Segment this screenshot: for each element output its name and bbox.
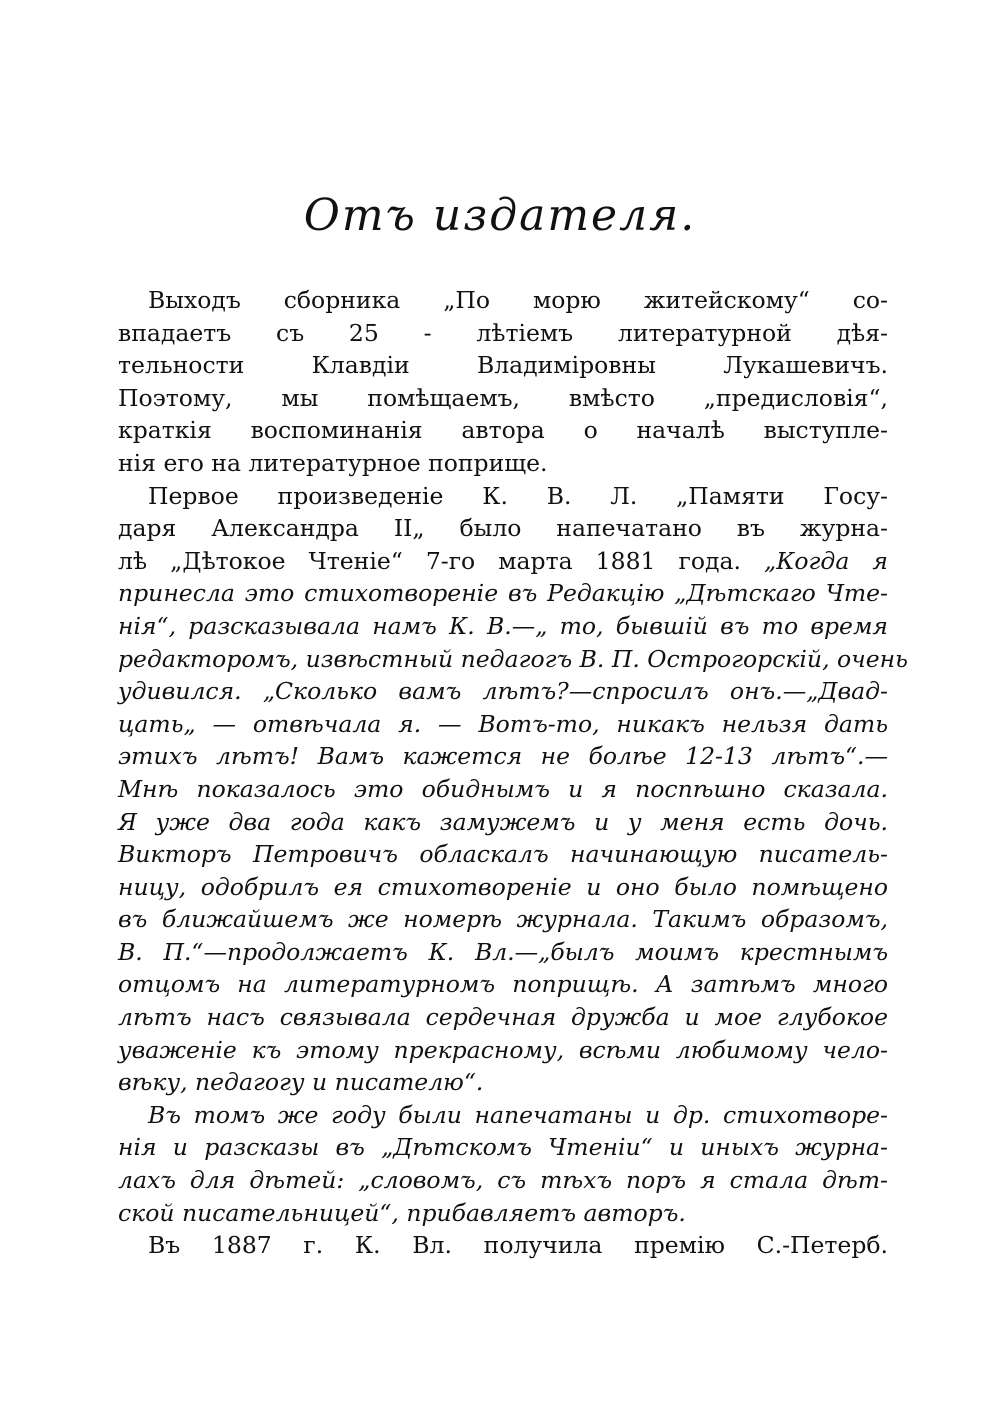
- quote-line: принесла это стихотвореніе въ Редакцію „Дѣтскаго Чте-: [118, 579, 888, 608]
- quote-line: нія и разсказы въ „Дѣтскомъ Чтеніи“ и иныхъ журна-: [118, 1133, 888, 1162]
- quote-line: редакторомъ, извѣстный педагогъ В. П. Острогорскій, очень: [118, 644, 908, 673]
- quote-span: „Когда я: [764, 546, 888, 575]
- text-line: впадаетъ съ 25 - лѣтіемъ литературной дѣя-: [118, 318, 888, 347]
- quote-line: Викторъ Петровичъ обласкалъ начинающую писатель-: [118, 840, 888, 869]
- quote-line: В. П.“—продолжаетъ К. Вл.—„былъ моимъ крестнымъ: [118, 937, 888, 966]
- quote-line: ской писательницей“, прибавляетъ авторъ.: [118, 1198, 686, 1227]
- quote-line: вѣку, педагогу и писателю“.: [118, 1068, 484, 1097]
- quote-line: нія“, разсказывала намъ К. В.—„ то, бывшій въ то время: [118, 611, 888, 640]
- quote-line: цать„ — отвѣчала я. — Вотъ-то, никакъ нельзя дать: [118, 709, 888, 738]
- text-line: Первое произведеніе К. В. Л. „Памяти Госу-: [148, 481, 888, 510]
- page-title: Отъ издателя.: [303, 190, 697, 241]
- quote-line: лахъ для дѣтей: „словомъ, съ тѣхъ поръ я стала дѣт-: [118, 1166, 888, 1195]
- text-line: [118, 545, 888, 578]
- text-line: Въ 1887 г. К. Вл. получила премію С.-Петерб.: [148, 1231, 888, 1260]
- quote-line: лѣтъ насъ связывала сердечная дружба и мое глубокое: [118, 1003, 888, 1032]
- quote-line: удивился. „Сколько вамъ лѣтъ?—спросилъ онъ.—„Двад-: [118, 677, 888, 706]
- text-span: лѣ „Дѣтокое Чтеніе“ 7-го марта 1881 года.: [118, 546, 741, 575]
- quote-line: въ ближайшемъ же номерѣ журнала. Такимъ образомъ,: [118, 905, 888, 934]
- text-line: Поэтому, мы помѣщаемъ, вмѣсто „предисловія“,: [118, 383, 888, 412]
- text-line: тельности Клавдіи Владиміровны Лукашевичъ.: [118, 351, 888, 380]
- text-line: даря Александра II„ было напечатано въ журна-: [118, 514, 888, 543]
- quote-line: Я уже два года какъ замужемъ и у меня есть дочь.: [118, 807, 888, 836]
- text-line: Выходъ сборника „По морю житейскому“ со-: [148, 286, 888, 314]
- text-line: нія его на литературное поприще.: [118, 448, 548, 477]
- quote-line: Въ томъ же году были напечатаны и др. стихотворе-: [148, 1100, 888, 1129]
- body-text: [118, 284, 908, 1262]
- text-line: краткія воспоминанія автора о началѣ выступле-: [118, 416, 888, 445]
- quote-line: уваженіе къ этому прекрасному, всѣми любимому чело-: [118, 1035, 888, 1064]
- quote-line: Мнѣ показалось это обиднымъ и я поспѣшно сказала.: [118, 774, 888, 803]
- quote-line: ницу, одобрилъ ея стихотвореніе и оно было помѣщено: [118, 872, 888, 901]
- quote-line: отцомъ на литературномъ поприщѣ. А затѣмъ много: [118, 970, 888, 999]
- quote-line: этихъ лѣтъ! Вамъ кажется не болѣе 12-13 лѣтъ“.—: [118, 742, 888, 771]
